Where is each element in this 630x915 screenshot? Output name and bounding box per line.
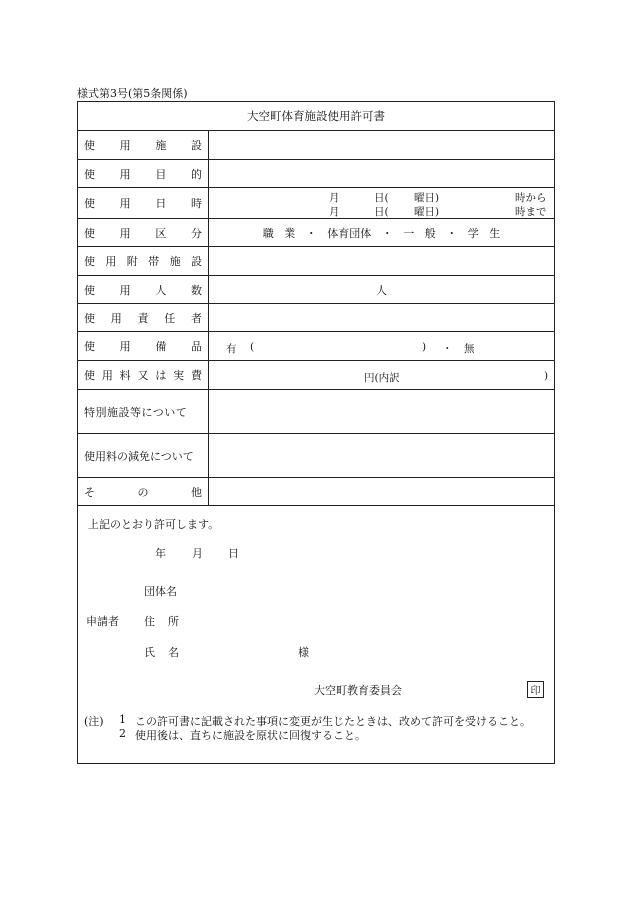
note-1-text: この許可書に記載された事項に変更が生じたときは、改めて許可を受けること。 (135, 715, 531, 728)
honorific: 様 (298, 646, 309, 659)
date-year: 年 (155, 547, 166, 560)
special-field[interactable] (209, 390, 554, 433)
row-label: 使 用 責 任 者 (78, 304, 209, 331)
facility-field[interactable] (209, 131, 554, 159)
purpose-field[interactable] (209, 160, 554, 187)
note-1-number: 1 (119, 713, 126, 726)
seal-stamp: 印 (527, 681, 544, 698)
applicant-label: 申請者 (86, 615, 119, 628)
row-responsible (78, 304, 554, 332)
row-facility (78, 131, 554, 160)
row-headcount (78, 276, 554, 304)
row-label: 使 用 備 品 (78, 332, 209, 360)
responsible-field[interactable] (209, 304, 554, 331)
notes-prefix: (注) (84, 715, 104, 728)
row-label: 使 用 目 的 (78, 160, 209, 187)
form-number: 様式第3号(第5条関係) (77, 87, 188, 100)
row-label: 特別施設等について (78, 390, 209, 433)
row-fee (78, 361, 554, 390)
fee-field[interactable]: 円(内訳 ) (364, 370, 549, 384)
people-unit: 人 (376, 283, 387, 297)
row-category (78, 219, 554, 247)
equipment-field[interactable]: 有 ( ) ・ 無 (226, 341, 475, 355)
permit-statement: 上記のとおり許可します。 (88, 518, 220, 531)
row-label: そ の 他 (78, 478, 209, 505)
permit-form (77, 101, 555, 764)
address-label-1: 住 (144, 615, 155, 628)
row-label: 使 用 料 又 は 実 費 (78, 361, 209, 389)
address-label-2: 所 (168, 615, 179, 628)
row-label: 使 用 人 数 (78, 276, 209, 303)
row-label: 使用料の減免について (78, 434, 209, 477)
row-reduction (78, 434, 554, 478)
note-2-number: 2 (119, 727, 126, 740)
name-label-2: 名 (168, 646, 179, 659)
row-special (78, 390, 554, 434)
date-day: 日 (228, 547, 239, 560)
name-label-1: 氏 (144, 646, 155, 659)
row-equipment (78, 332, 554, 361)
permit-section (78, 506, 554, 763)
row-label: 使 用 附 帯 施 設 (78, 247, 209, 275)
org-label: 団体名 (144, 585, 177, 598)
reduction-field[interactable] (209, 434, 554, 477)
row-label: 使 用 施 設 (78, 131, 209, 159)
headcount-field[interactable] (209, 276, 554, 303)
row-purpose (78, 160, 554, 188)
datetime-field[interactable]: 月 日( 曜日) 時から 月 日( 曜日) 時まで (329, 192, 547, 218)
ancillary-field[interactable] (209, 247, 554, 275)
row-other (78, 478, 554, 506)
issuer: 大空町教育委員会 (314, 684, 402, 697)
form-title: 大空町体育施設使用許可書 (78, 102, 554, 131)
other-field[interactable] (209, 478, 554, 505)
note-2-text: 使用後は、直ちに施設を原状に回復すること。 (135, 729, 366, 742)
row-ancillary (78, 247, 554, 276)
date-month: 月 (192, 547, 203, 560)
row-label: 使 用 区 分 (78, 219, 209, 246)
row-label: 使 用 日 時 (78, 188, 209, 218)
category-field[interactable]: 職 業 ・ 体育団体 ・ 一 般 ・ 学 生 (262, 226, 501, 240)
row-datetime (78, 188, 554, 219)
